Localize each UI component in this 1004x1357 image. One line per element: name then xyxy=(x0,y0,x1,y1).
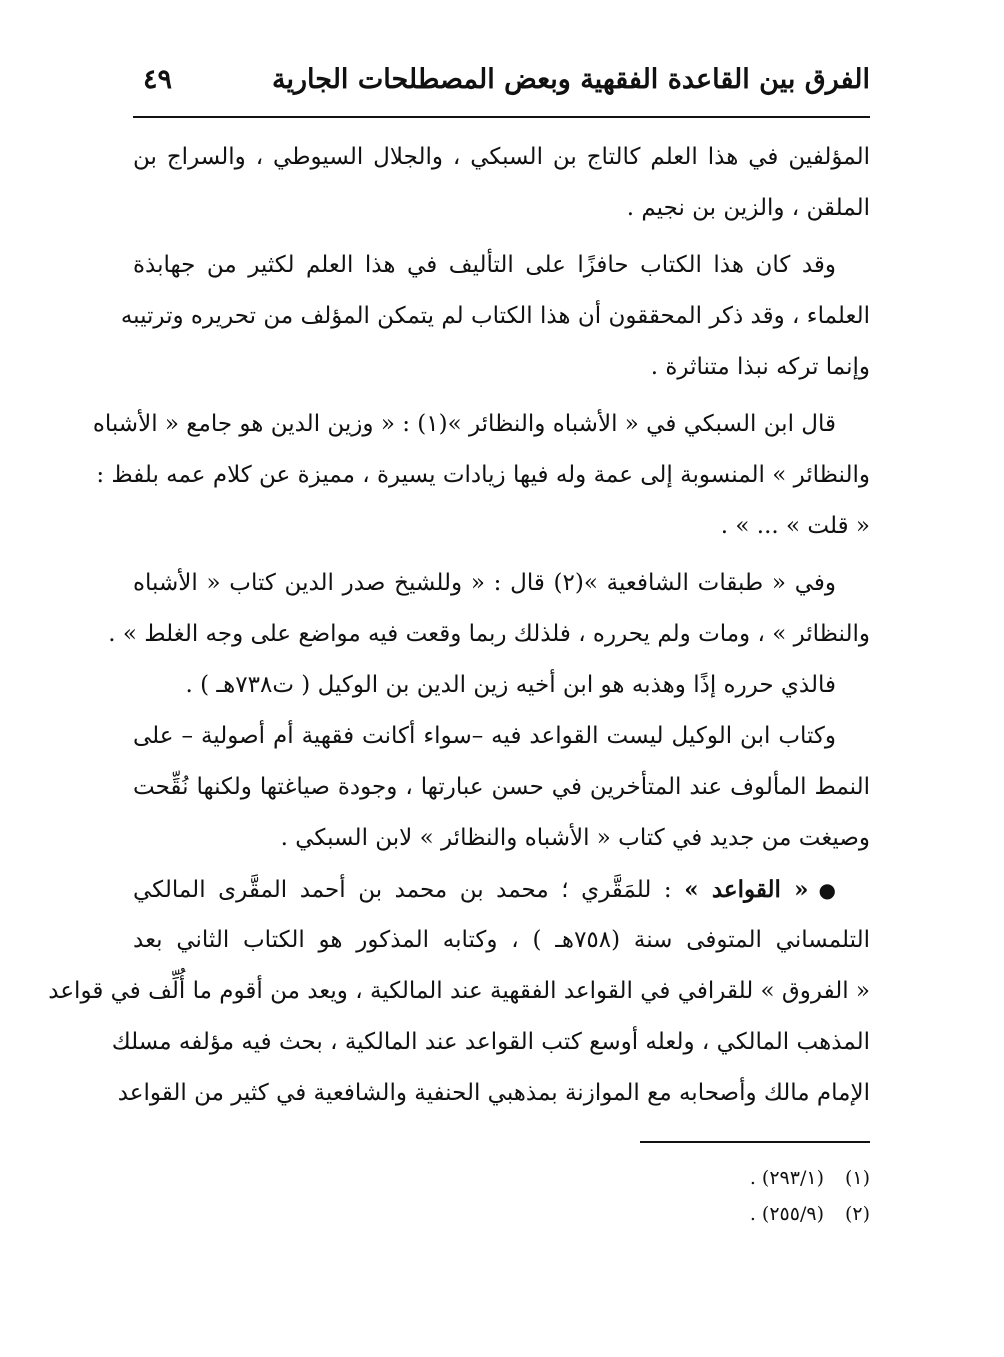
page-header xyxy=(133,64,870,104)
footnote-marker: (٢) xyxy=(844,1203,870,1225)
running-title: الفرق بين القاعدة الفقهية وبعض المصطلحات الجارية xyxy=(272,64,870,95)
text-line: والنظائر » المنسوبة إلى عمة وله فيها زيادات يسيرة ، مميزة عن كلام عمه بلفظ : xyxy=(96,462,870,488)
text-line: الإمام مالك وأصحابه مع الموازنة بمذهبي الحنفية والشافعية في كثير من القواعد xyxy=(117,1080,870,1106)
text-line: المذهب المالكي ، ولعله أوسع كتب القواعد عند المالكية ، بحث فيه مؤلفه مسلك xyxy=(111,1029,870,1055)
text-line: فالذي حرره إذًا وهذبه هو ابن أخيه زين الدين بن الوكيل ( ت٧٣٨هـ ) . xyxy=(185,672,836,698)
bullet-entry-line xyxy=(133,864,870,915)
text-line: التلمساني المتوفى سنة (٧٥٨هـ ) ، وكتابه المذكور هو الكتاب الثاني بعد xyxy=(133,927,870,953)
footnote-1 xyxy=(133,1160,870,1196)
text-line: الملقن ، والزين بن نجيم . xyxy=(626,195,870,221)
footnote-text: (٢٩٣/١) . xyxy=(749,1167,824,1189)
text-line: المؤلفين في هذا العلم كالتاج بن السبكي ، والجلال السيوطي ، والسراج بن xyxy=(133,144,870,170)
text-line: وإنما تركه نبذا متناثرة . xyxy=(650,354,870,380)
text-line: النمط المألوف عند المتأخرين في حسن عبارتها ، وجودة صياغتها ولكنها نُقِّحت xyxy=(133,774,870,800)
footnote-marker: (١) xyxy=(844,1167,870,1189)
text-line: وصيغت من جديد في كتاب « الأشباه والنظائر » لابن السبكي . xyxy=(280,825,870,851)
footnote-separator xyxy=(640,1141,870,1143)
text-line: « قلت » ... » . xyxy=(720,513,870,539)
header-rule xyxy=(133,116,870,118)
text-line: قال ابن السبكي في « الأشباه والنظائر »(١) : « وزين الدين هو جامع « الأشباه xyxy=(92,411,836,437)
page-number: ٤٩ xyxy=(143,64,173,95)
footnote-text: (٢٥٥/٩) . xyxy=(749,1203,824,1225)
text-line: وكتاب ابن الوكيل ليست القواعد فيه –سواء أكانت فقهية أم أصولية – على xyxy=(133,723,836,749)
text-line: وفي « طبقات الشافعية »(٢) قال : « وللشيخ صدر الدين كتاب « الأشباه xyxy=(133,570,836,596)
footnotes xyxy=(133,1160,870,1232)
text-line: وقد كان هذا الكتاب حافزًا على التأليف في هذا العلم لكثير من جهابذة xyxy=(133,252,836,278)
entry-text: : للمَقَّري ؛ محمد بن محمد بن أحمد المقَّرى المالكي xyxy=(133,877,685,903)
text-line: العلماء ، وقد ذكر المحققون أن هذا الكتاب لم يتمكن المؤلف من تحريره وترتيبه xyxy=(120,303,870,329)
entry-term: « القواعد » xyxy=(684,876,809,903)
main-text xyxy=(48,132,870,1119)
text-line: والنظائر » ، ومات ولم يحرره ، فلذلك ربما وقعت فيه مواضع على وجه الغلط » . xyxy=(108,621,870,647)
text-line: « الفروق » للقرافي في القواعد الفقهية عند المالكية ، ويعد من أقوم ما أُلِّف في قواعد xyxy=(48,978,870,1004)
bullet-icon: ● xyxy=(818,878,836,902)
footnote-2 xyxy=(133,1196,870,1232)
